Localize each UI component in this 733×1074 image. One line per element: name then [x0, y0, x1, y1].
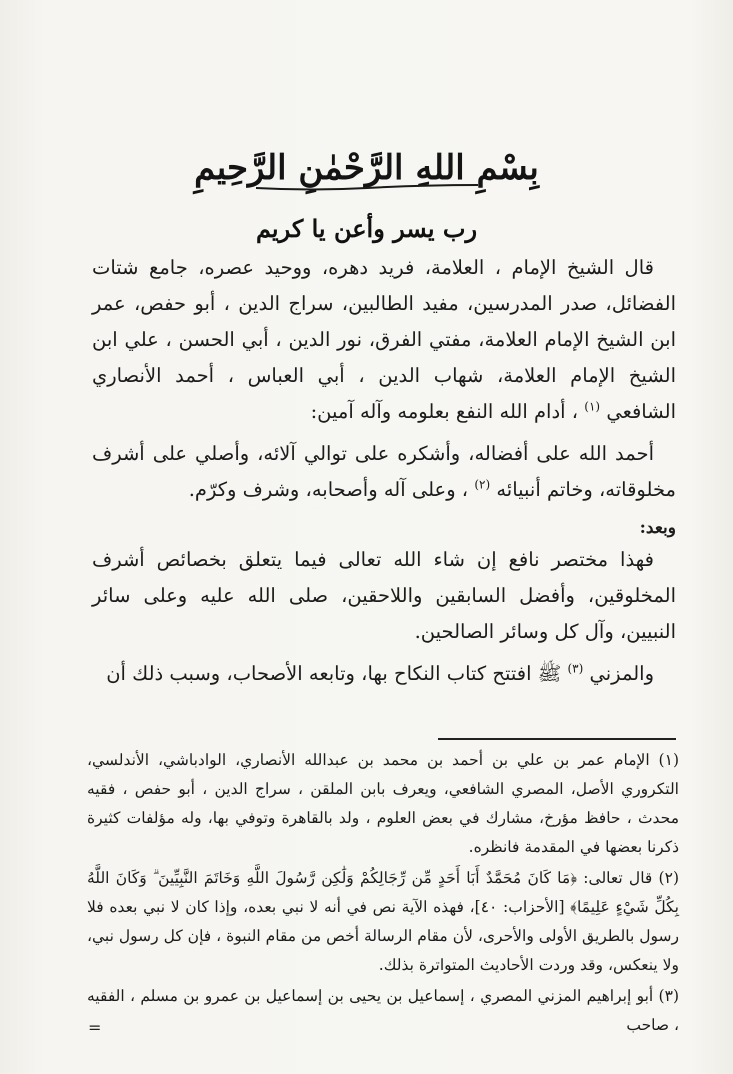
footnote-ref-2[interactable]: (٢)	[474, 477, 491, 492]
footnotes-section	[87, 746, 679, 1042]
paragraph-intro	[92, 250, 676, 430]
paragraph-praise-end: ، وعلى آله وأصحابه، وشرف وكرّم.	[188, 478, 469, 501]
section-heading: وبعد:	[639, 518, 676, 538]
continuation-mark: =	[88, 1018, 102, 1037]
invocation-subtitle: رب يسر وأعن يا كريم	[255, 214, 478, 243]
paragraph-intro-end: ، أدام الله النفع بعلومه وآله آمين:	[310, 400, 579, 423]
paragraph-muzani-text: ﷺ افتتح كتاب النكاح بها، وتابعه الأصحاب، وسبب ذلك أن	[106, 662, 562, 685]
footnote-2: (٢) قال تعالى: ﴿مَا كَانَ مُحَمَّدٌ أَبَا أَحَدٍ مِّن رِّجَالِكُمْ وَلَٰكِن رَّسُولَ اللَّهِ وَخَاتَمَ النَّبِيِّينَ ۗ وَكَانَ اللَّهُ بِكُلِّ شَيْءٍ عَلِيمًا﴾ [الأحزاب: ٤٠]، فهذه الآية نص في أنه لا نبي بعده، وإذا كان لا نبي بعده فلا رسول بالطريق الأولى والأحرى، لأن مقام الرسالة أخص من مقام النبوة ، فإن كل رسول نبي، ولا ينعكس، وقد وردت الأحاديث المتواترة بذلك.	[87, 869, 679, 974]
footnote-ref-3[interactable]: (٣)	[567, 661, 584, 676]
paragraph-muzani-start: والمزني	[589, 662, 654, 685]
paragraph-praise	[92, 436, 676, 508]
main-text	[92, 250, 676, 698]
footnote-ref-1[interactable]: (١)	[584, 399, 601, 414]
paragraph-praise-text: أحمد الله على أفضاله، وأشكره على توالي آلائه، وأصلي على أشرف مخلوقاته، وخاتم أنبيائه	[92, 442, 676, 501]
basmala-text: بِسْمِ اللهِ الرَّحْمٰنِ الرَّحِيمِ	[194, 148, 539, 188]
paragraph-intro-text: قال الشيخ الإمام ، العلامة، فريد دهره، ووحيد عصره، جامع شتات الفضائل، صدر المدرسين، مفيد الطالبين، سراج الدين ، أبو حفص، عمر ابن الشيخ الإمام العلامة، مفتي الفرق، نور الدين ، أبي الحسن ، علي ابن الشيخ الإمام العلامة، شهاب الدين ، أبي العباس ، أحمد الأنصاري الشافعي	[92, 256, 676, 423]
paragraph-muzani	[92, 656, 676, 692]
basmala-heading	[0, 148, 733, 192]
footnote-3: (٣) أبو إبراهيم المزني المصري ، إسماعيل بن يحيى بن إسماعيل بن عمرو بن مسلم ، الفقيه ، صاحب	[87, 987, 679, 1034]
footnote-1: (١) الإمام عمر بن علي بن أحمد بن محمد بن عبدالله الأنصاري، الوادباشي، الأندلسي، التكروري الأصل، المصري الشافعي، ويعرف بابن الملقن ، سراج الدين ، أبو حفص ، فقيه محدث ، حافظ مؤرخ، مشارك في بعض العلوم ، ولد بالقاهرة وتوفي بها، وله مؤلفات كثيرة ذكرنا بعضها في المقدمة فانظره.	[87, 751, 679, 856]
paragraph-summary: فهذا مختصر نافع إن شاء الله تعالى فيما يتعلق بخصائص أشرف المخلوقين، وأفضل السابقين واللاحقين، صلى الله عليه وعلى سائر النبيين، وآل كل وسائر الصالحين.	[92, 548, 676, 643]
footnote-divider	[438, 738, 676, 740]
